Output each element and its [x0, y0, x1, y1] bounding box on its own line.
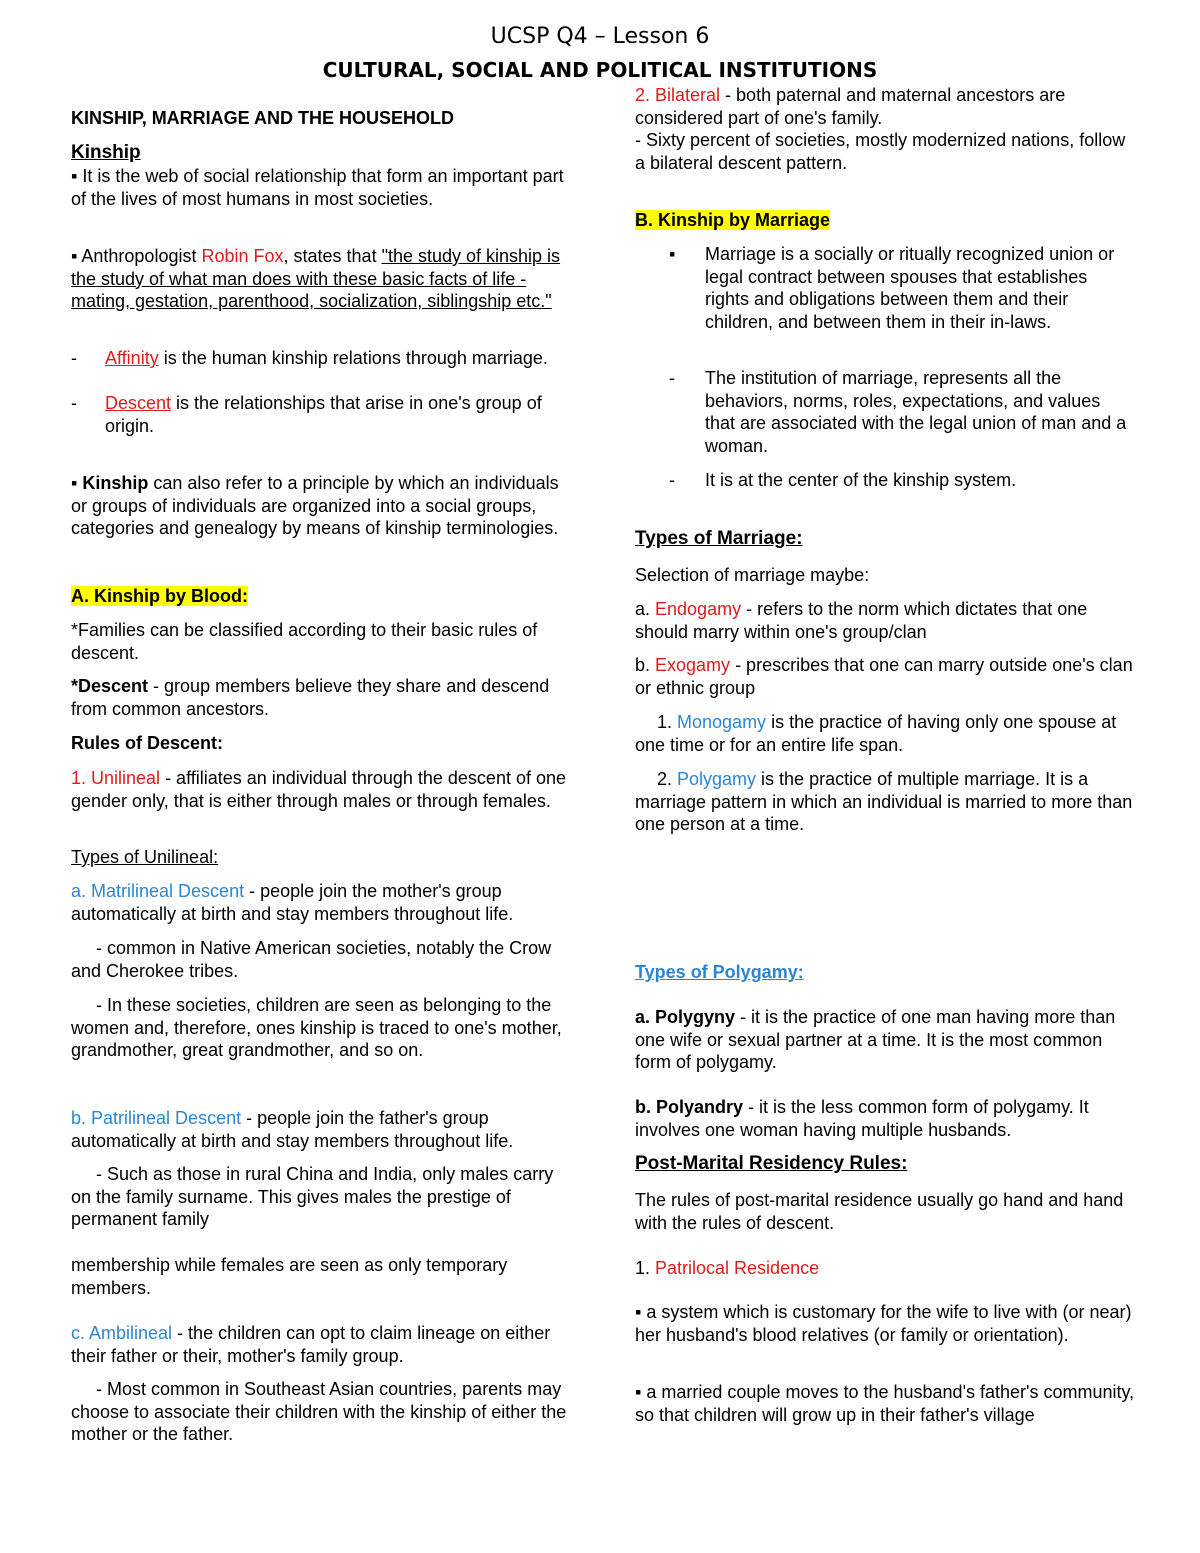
text-span: *Descent [71, 676, 149, 696]
polyandry-item [635, 1096, 1135, 1141]
rules-of-descent-heading: Rules of Descent: [71, 733, 224, 753]
text-span: a. [635, 599, 656, 619]
text-span: is the relationships that arise in one's group of origin. [105, 393, 542, 436]
descent-item [71, 392, 565, 437]
text-span: a. Polygyny [635, 1007, 736, 1027]
patrilocal-bullet-1: ▪ a system which is customary for the wife to live with (or near) her husband's blood relatives (or family or orientation). [635, 1302, 1132, 1345]
text-span: - the children can opt to claim lineage on either their father or their, mother's family group. [71, 1323, 551, 1366]
patrilocal-bullet-2: ▪ a married couple moves to the husband's father's community, so that children will grow up in their father's village [635, 1382, 1135, 1425]
text-span: - it is the less common form of polygamy. It involves one woman having multiple husbands. [635, 1097, 1089, 1140]
dash-bullet: - [669, 368, 675, 388]
patrilocal-heading [635, 1257, 1135, 1280]
text-span: - people join the father's group automatically at birth and stay members throughout life. [71, 1108, 514, 1151]
polygamy-item [635, 768, 1135, 836]
text-span: Kinship [82, 473, 149, 493]
lesson-title: UCSP Q4 – Lesson 6 [490, 24, 710, 49]
dash-bullet: - [669, 470, 675, 490]
lesson-subtitle: CULTURAL, SOCIAL AND POLITICAL INSTITUTIONS [322, 58, 878, 82]
text-span: is the human kinship relations through marriage. [158, 348, 548, 368]
text-span: is the practice of having only one spouse at one time or for an entire life span. [635, 712, 1117, 755]
matrilineal-sub-1: - common in Native American societies, notably the Crow and Cherokee tribes. [71, 938, 552, 981]
polygyny-item [635, 1006, 1135, 1074]
text-span: 1. [657, 712, 678, 732]
text-span: ▪ [71, 473, 83, 493]
marriage-item-2 [669, 367, 1135, 457]
text-span: c. Ambilineal [71, 1323, 173, 1343]
text-span: Endogamy [655, 599, 742, 619]
text-span: b. [635, 655, 656, 675]
descent-definition [71, 675, 571, 720]
kinship-blood-heading [71, 585, 571, 608]
text-span: b. Polyandry [635, 1097, 744, 1117]
dash-bullet: - [71, 393, 77, 413]
marriage-item-1 [669, 243, 1135, 333]
post-marital-text: The rules of post-marital residence usually go hand and hand with the rules of descent. [635, 1190, 1124, 1233]
text-span: Polygamy [677, 769, 757, 789]
text-span: - group members believe they share and descend from common ancestors. [71, 676, 550, 719]
text-span: 1. [635, 1258, 656, 1278]
text-span: Types of Polygamy: [635, 962, 804, 982]
text-span: 2. [657, 769, 678, 789]
kinship-definition: ▪ It is the web of social relationship that form an important part of the lives of most humans in most societies. [71, 166, 564, 209]
text-span: b. Patrilineal Descent [71, 1108, 242, 1128]
selection-text: Selection of marriage maybe: [635, 565, 870, 585]
types-unilineal-heading: Types of Unilineal: [71, 847, 219, 867]
dash-bullet: - [71, 348, 77, 368]
exogamy-item [635, 654, 1135, 699]
text-span: can also refer to a principle by which an individuals or groups of individuals are organized into a social groups, categories and genealogy by means of kinship terminologies. [71, 473, 559, 538]
kinship-heading: Kinship [71, 142, 141, 163]
types-polygamy-heading [635, 961, 1135, 984]
monogamy-item [635, 711, 1135, 756]
text-span: - it is the practice of one man having more than one wife or sexual partner at a time. It is the most common form of polygamy. [635, 1007, 1116, 1072]
unilineal-item [71, 767, 571, 812]
text-span: - both paternal and maternal ancestors are considered part of one's family. [635, 85, 1066, 128]
section-title: KINSHIP, MARRIAGE AND THE HOUSEHOLD [71, 108, 455, 128]
text-span: A. Kinship by Blood: [71, 586, 248, 606]
text-span: Marriage is a socially or ritually recognized union or legal contract between spouses that establishes rights and obligations between them and their children, and between them in their in-laws. [705, 244, 1115, 332]
text-span: - refers to the norm which dictates that one should marry within one's group/clan [635, 599, 1088, 642]
families-classified: *Families can be classified according to their basic rules of descent. [71, 620, 538, 663]
text-span: The institution of marriage, represents all the behaviors, norms, roles, expectations, and values that are associated with the legal union of man and a woman. [705, 368, 1127, 456]
ambilineal-item [71, 1322, 571, 1367]
text-span: ▪ Anthropologist [71, 246, 202, 266]
text-span: , states that [283, 246, 382, 266]
text-span: Monogamy [677, 712, 767, 732]
robin-fox-paragraph [71, 245, 571, 313]
endogamy-item [635, 598, 1135, 643]
text-span: B. Kinship by Marriage [635, 210, 831, 230]
robin-fox-name: Robin Fox [201, 246, 284, 266]
text-span: - prescribes that one can marry outside one's clan or ethnic group [635, 655, 1133, 698]
ambilineal-sub-1: - Most common in Southeast Asian countries, parents may choose to associate their children with the kinship of either the mother or the father. [71, 1379, 567, 1444]
square-bullet: ▪ [669, 244, 676, 264]
text-span: Patrilocal Residence [655, 1258, 820, 1278]
text-span: 1. Unilineal [71, 768, 161, 788]
patrilineal-sub-1: - Such as those in rural China and India, only males carry on the family surname. This gives males the prestige of permanent family [71, 1164, 554, 1229]
patrilineal-sub-1-cont: membership while females are seen as only temporary members. [71, 1255, 508, 1298]
kinship-marriage-heading [635, 209, 1135, 232]
document-header [0, 22, 1200, 85]
types-marriage-heading: Types of Marriage: [635, 528, 803, 549]
kinship-principle [71, 472, 571, 540]
text-span: - people join the mother's group automatically at birth and stay members throughout life. [71, 881, 514, 924]
post-marital-heading: Post-Marital Residency Rules: [635, 1153, 908, 1174]
text-span: - affiliates an individual through the descent of one gender only, that is either through males or through females. [71, 768, 567, 811]
text-span: It is at the center of the kinship system. [705, 470, 1017, 490]
text-span: Exogamy [655, 655, 731, 675]
text-span: is the practice of multiple marriage. It is a marriage pattern in which an individual is married to more than one person at a time. [635, 769, 1133, 834]
patrilineal-item [71, 1107, 571, 1152]
text-span: a. Matrilineal Descent [71, 881, 245, 901]
descent-term: Descent [105, 393, 172, 413]
bilateral-item [635, 84, 1135, 129]
bilateral-sub: - Sixty percent of societies, mostly modernized nations, follow a bilateral descent pattern. [635, 130, 1126, 173]
matrilineal-item [71, 880, 571, 925]
text-span: 2. Bilateral [635, 85, 721, 105]
affinity-item [71, 347, 565, 370]
matrilineal-sub-2: - In these societies, children are seen as belonging to the women and, therefore, ones kinship is traced to one's mother, grandmother, great grandmother, and so on. [71, 995, 562, 1060]
fox-quote: "the study of kinship is the study of what man does with these basic facts of life - mating, gestation, parenthood, socialization, siblingship etc." [71, 246, 561, 311]
marriage-item-3 [669, 469, 1135, 492]
affinity-term: Affinity [105, 348, 159, 368]
